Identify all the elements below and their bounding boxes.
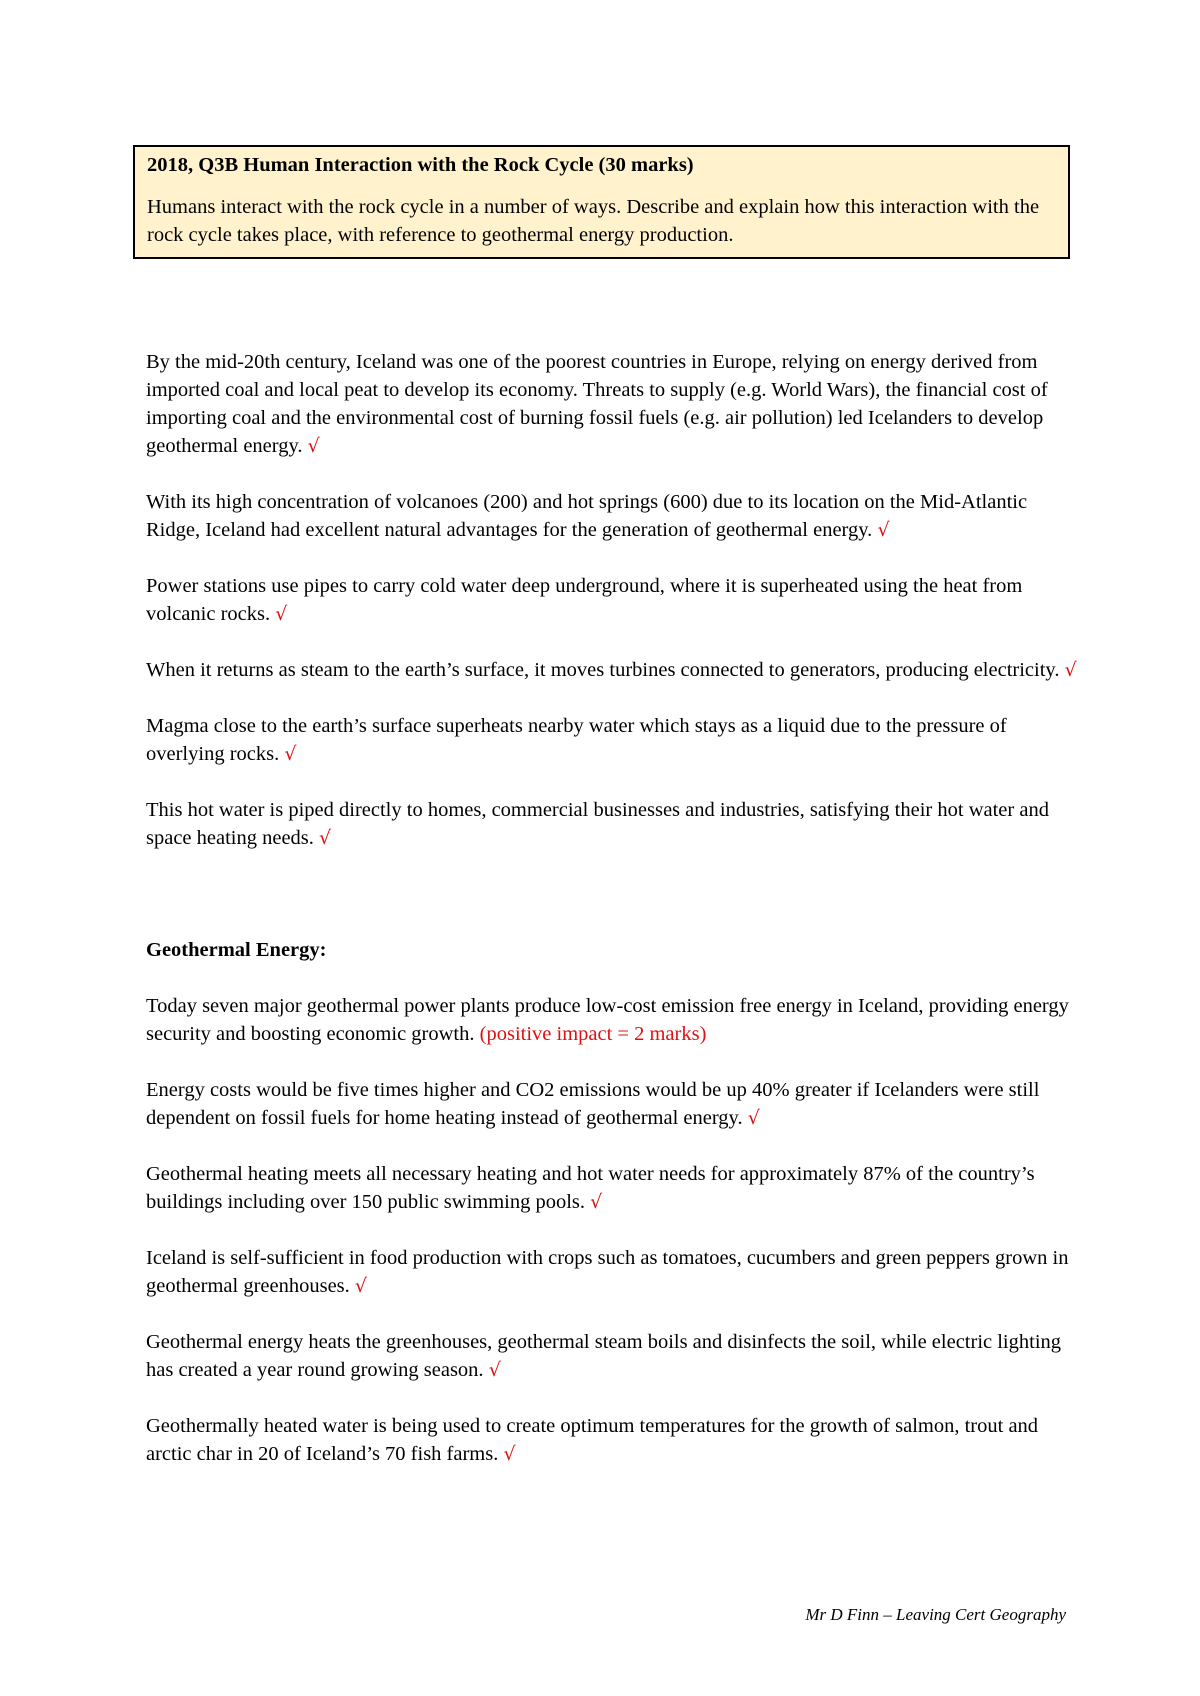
answer-content [146, 348, 1086, 1496]
section-heading: Geothermal Energy: [146, 939, 327, 961]
paragraph: With its high concentration of volcanoes (200) and hot springs (600) due to its location on the Mid-Atlantic Ridge, Iceland had excellent natural advantages for the generation of geothermal energy. √ [146, 491, 1028, 541]
paragraph: Today seven major geothermal power plants produce low-cost emission free energy in Iceland, providing energy security and boosting economic growth. (positive impact = 2 marks) [146, 995, 1069, 1045]
tick-mark-icon: √ [284, 743, 297, 765]
paragraph: This hot water is piped directly to homes, commercial businesses and industries, satisfying their hot water and space heating needs. √ [146, 799, 1049, 849]
tick-mark-icon: √ [503, 1443, 516, 1465]
paragraph: Magma close to the earth’s surface superheats nearby water which stays as a liquid due to the pressure of overlying rocks. √ [146, 715, 1007, 765]
tick-mark-icon: √ [877, 519, 890, 541]
question-title: 2018, Q3B Human Interaction with the Rock Cycle (30 marks) [147, 154, 694, 176]
tick-mark-icon: √ [747, 1107, 760, 1129]
paragraph: Energy costs would be five times higher and CO2 emissions would be up 40% greater if Icelanders were still dependent on fossil fuels for home heating instead of geothermal energy. √ [146, 1079, 1040, 1129]
page-footer: Mr D Finn – Leaving Cert Geography [805, 1605, 1066, 1624]
question-box [133, 145, 1070, 259]
tick-mark-icon: √ [307, 435, 320, 457]
question-text: Humans interact with the rock cycle in a number of ways. Describe and explain how this interaction with the rock cycle takes place, with reference to geothermal energy production. [147, 196, 1040, 246]
marks-annotation: (positive impact = 2 marks) [479, 1023, 707, 1045]
paragraph: Geothermal heating meets all necessary heating and hot water needs for approximately 87% of the country’s buildings including over 150 public swimming pools. √ [146, 1163, 1035, 1213]
paragraph: By the mid-20th century, Iceland was one of the poorest countries in Europe, relying on energy derived from imported coal and local peat to develop its economy. Threats to supply (e.g. World Wars), the financial cost of importing coal and the environmental cost of burning fossil fuels (e.g. air pollution) led Icelanders to develop geothermal energy. √ [146, 351, 1048, 457]
tick-mark-icon: √ [275, 603, 288, 625]
tick-mark-icon: √ [1064, 659, 1077, 681]
paragraph: Power stations use pipes to carry cold water deep underground, where it is superheated using the heat from volcanic rocks. √ [146, 575, 1023, 625]
paragraph: When it returns as steam to the earth’s surface, it moves turbines connected to generators, producing electricity. √ [146, 659, 1077, 681]
tick-mark-icon: √ [488, 1359, 501, 1381]
paragraph: Iceland is self-sufficient in food production with crops such as tomatoes, cucumbers and green peppers grown in geothermal greenhouses. √ [146, 1247, 1069, 1297]
paragraph: Geothermal energy heats the greenhouses, geothermal steam boils and disinfects the soil, while electric lighting has created a year round growing season. √ [146, 1331, 1062, 1381]
tick-mark-icon: √ [354, 1275, 368, 1297]
paragraph: Geothermally heated water is being used to create optimum temperatures for the growth of salmon, trout and arctic char in 20 of Iceland’s 70 fish farms. √ [146, 1415, 1039, 1465]
tick-mark-icon: √ [319, 827, 332, 849]
tick-mark-icon: √ [590, 1191, 603, 1213]
